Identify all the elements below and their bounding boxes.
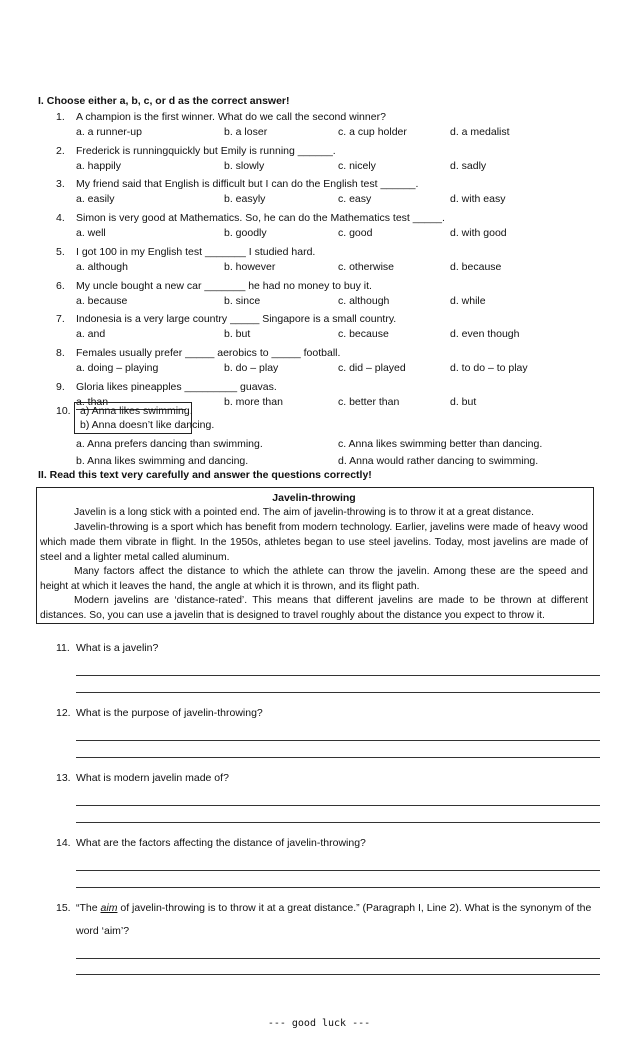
option-c: c. easy	[338, 193, 372, 205]
question-15-text-line-2: word ‘aim’?	[76, 925, 130, 937]
option-d: d. with good	[450, 227, 507, 239]
question-text: What are the factors affecting the distance of javelin-throwing?	[76, 837, 366, 849]
question-number: 9.	[56, 381, 65, 393]
passage-paragraph-1: Javelin is a long stick with a pointed end. The aim of javelin-throwing is to throw it at a great distance.	[74, 507, 534, 518]
question-number: 3.	[56, 178, 65, 190]
answer-line[interactable]	[76, 887, 600, 888]
question-number: 6.	[56, 280, 65, 292]
answer-line[interactable]	[76, 822, 600, 823]
answer-line[interactable]	[76, 757, 600, 758]
question-10-statement-b: b) Anna doesn’t like dancing.	[80, 419, 215, 431]
option-a: a. because	[76, 295, 128, 307]
passage-paragraph-4: Modern javelins are ‘distance-rated’. This means that different javelins are made to be thrown at different distances. So, you can use a javelin that is designed to travel roughly about the distance you expect to throw it.	[40, 595, 588, 621]
option-b: b. goodly	[224, 227, 267, 239]
option-c: c. because	[338, 328, 389, 340]
question-text: What is modern javelin made of?	[76, 772, 229, 784]
answer-line[interactable]	[76, 870, 600, 871]
question-text: My friend said that English is difficult but I can do the English test ______.	[76, 178, 419, 190]
option-d: d. with easy	[450, 193, 506, 205]
question-15-aim-word: aim	[100, 902, 118, 914]
option-a: a. well	[76, 227, 106, 239]
question-number: 14.	[56, 837, 71, 849]
question-10-option-d: d. Anna would rather dancing to swimming.	[338, 455, 539, 467]
option-d: d. but	[450, 396, 477, 408]
option-b: b. since	[224, 295, 261, 307]
option-b: b. a loser	[224, 126, 268, 138]
option-a: a. doing – playing	[76, 362, 159, 374]
question-10-option-a: a. Anna prefers dancing than swimming.	[76, 438, 263, 450]
question-text: What is the purpose of javelin-throwing?	[76, 707, 263, 719]
question-number: 12.	[56, 707, 71, 719]
question-number: 7.	[56, 313, 65, 325]
question-text: My uncle bought a new car _______ he had no money to buy it.	[76, 280, 372, 292]
question-number: 8.	[56, 347, 65, 359]
passage-title: Javelin-throwing	[272, 492, 356, 504]
option-b: b. slowly	[224, 160, 265, 172]
option-d: d. because	[450, 261, 502, 273]
option-b: b. but	[224, 328, 251, 340]
question-number: 1.	[56, 111, 65, 123]
question-10-option-c: c. Anna likes swimming better than dancing.	[338, 438, 543, 450]
section-2-heading: II. Read this text very carefully and answer the questions correctly!	[38, 469, 372, 481]
option-d: d. sadly	[450, 160, 487, 172]
footer-good-luck: --- good luck ---	[267, 1018, 371, 1029]
option-d: d. even though	[450, 328, 520, 340]
question-text: Indonesia is a very large country _____ Singapore is a small country.	[76, 313, 397, 325]
option-a: a. than	[76, 396, 109, 408]
answer-line[interactable]	[76, 740, 600, 741]
question-10-number: 10.	[56, 405, 71, 417]
question-text: Females usually prefer _____ aerobics to _____ football.	[76, 347, 341, 359]
question-15-text-post: of javelin-throwing is to throw it at a great distance.” (Paragraph I, Line 2). What is the synonym of the	[117, 902, 592, 914]
answer-line[interactable]	[76, 675, 600, 676]
option-a: a. happily	[76, 160, 121, 172]
option-c: c. good	[338, 227, 373, 239]
option-c: c. although	[338, 295, 390, 307]
passage-paragraph-3: Many factors affect the distance to which the athlete can throw the javelin. Among these are the speed and height at which it leaves the hand, the angle at which it is thrown, and its flight path.	[40, 566, 588, 592]
section-1-heading: I. Choose either a, b, c, or d as the correct answer!	[38, 95, 290, 107]
option-d: d. a medalist	[450, 126, 510, 138]
answer-line[interactable]	[76, 692, 600, 693]
question-15-text-pre: “The	[76, 902, 101, 914]
option-b: b. more than	[224, 396, 283, 408]
option-a: a. although	[76, 261, 128, 273]
answer-line[interactable]	[76, 805, 600, 806]
question-10-option-b: b. Anna likes swimming and dancing.	[76, 455, 249, 467]
question-text: Gloria likes pineapples _________ guavas.	[76, 381, 277, 393]
option-d: d. to do – to play	[450, 362, 528, 374]
question-number: 11.	[56, 642, 70, 654]
question-10-statement-a: a) Anna likes swimming.	[80, 405, 193, 417]
option-b: b. however	[224, 261, 276, 273]
answer-line[interactable]	[76, 958, 600, 959]
question-text: What is a javelin?	[76, 642, 159, 654]
option-a: a. a runner-up	[76, 126, 142, 138]
question-number: 4.	[56, 212, 65, 224]
option-a: a. easily	[76, 193, 115, 205]
question-text: A champion is the first winner. What do we call the second winner?	[76, 111, 386, 123]
question-text: I got 100 in my English test _______ I studied hard.	[76, 246, 316, 258]
option-c: c. nicely	[338, 160, 376, 172]
option-b: b. easyly	[224, 193, 266, 205]
option-b: b. do – play	[224, 362, 279, 374]
question-number: 2.	[56, 145, 65, 157]
option-d: d. while	[450, 295, 486, 307]
option-c: c. did – played	[338, 362, 406, 374]
answer-line[interactable]	[76, 974, 600, 975]
passage-paragraph-2: Javelin-throwing is a sport which has benefit from modern technology. Earlier, javelins were made of heavy wood which made them vibrate in flight. In the 1950s, athletes began to use steel javelins. Today, most javelins are made of steel and a lighter metal called aluminum.	[40, 522, 588, 563]
question-15-text	[76, 902, 591, 914]
option-a: a. and	[76, 328, 106, 340]
option-c: c. better than	[338, 396, 400, 408]
option-c: c. otherwise	[338, 261, 395, 273]
option-c: c. a cup holder	[338, 126, 407, 138]
question-15-number: 15.	[56, 902, 71, 914]
question-number: 13.	[56, 772, 71, 784]
question-text: Frederick is runningquickly but Emily is running ______.	[76, 145, 336, 157]
question-text: Simon is very good at Mathematics. So, he can do the Mathematics test _____.	[76, 212, 445, 224]
question-number: 5.	[56, 246, 65, 258]
